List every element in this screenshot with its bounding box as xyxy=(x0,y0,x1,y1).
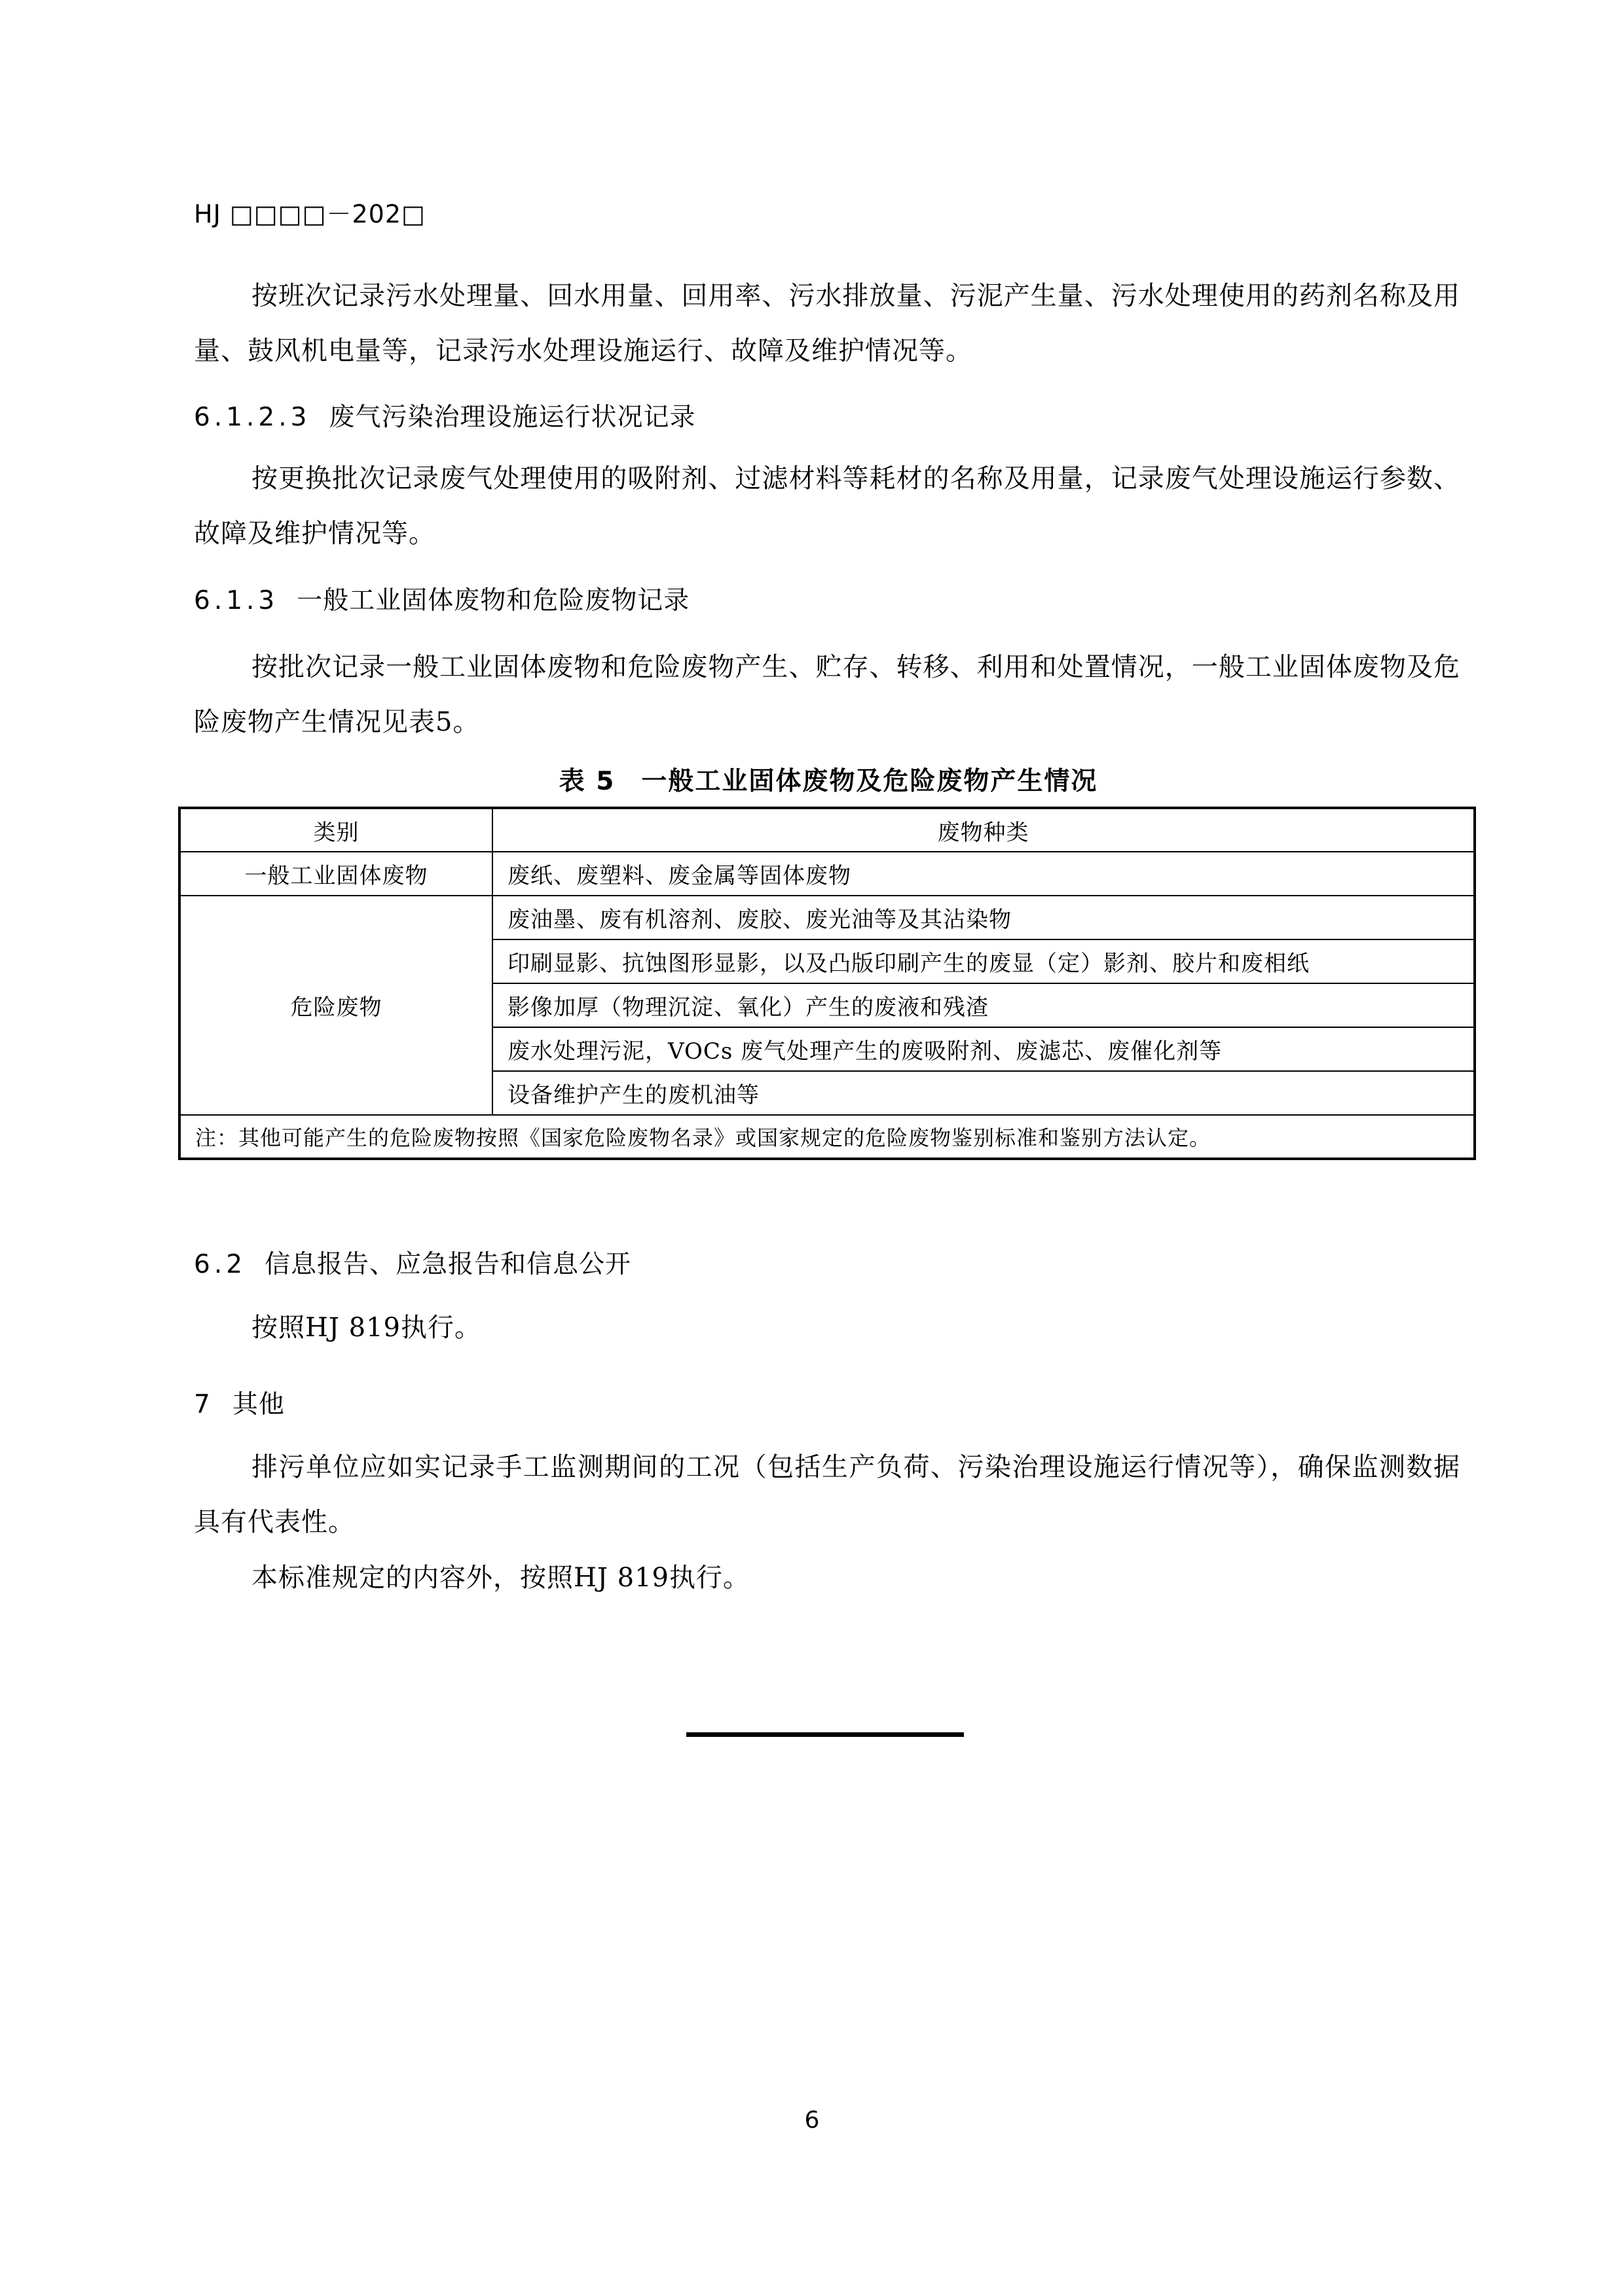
end-rule xyxy=(686,1732,964,1737)
section-6-2-body: 按照HJ 819执行。 xyxy=(251,1313,481,1343)
page-number: 6 xyxy=(804,2107,820,2134)
heading-title: 废气污染治理设施运行状况记录 xyxy=(329,403,696,432)
category-hazardous: 危险废物 xyxy=(179,896,492,1115)
section-7-body-2: 本标准规定的内容外，按照HJ 819执行。 xyxy=(251,1563,750,1593)
waste-type-cell: 废油墨、废有机溶剂、废胶、废光油等及其沾染物 xyxy=(492,896,1475,939)
table-caption-title: 一般工业固体废物及危险废物产生情况 xyxy=(641,767,1098,796)
heading-number: 7 xyxy=(194,1390,214,1419)
heading-6-2 xyxy=(194,1244,631,1281)
table-note-row xyxy=(179,1115,1475,1159)
waste-type-cell: 废纸、废塑料、废金属等固体废物 xyxy=(492,852,1475,896)
header-category: 类别 xyxy=(179,808,492,852)
heading-6-1-3 xyxy=(194,580,690,617)
table-caption-number: 表 5 xyxy=(559,767,616,796)
header-waste-types: 废物种类 xyxy=(492,808,1475,852)
heading-title: 信息报告、应急报告和信息公开 xyxy=(265,1250,632,1279)
exhaust-record-paragraph: 按更换批次记录废气处理使用的吸附剂、过滤材料等耗材的名称及用量，记录废气处理设施运行参数、故障及维护情况等。 xyxy=(194,464,1460,549)
waste-table xyxy=(178,807,1476,1160)
table-row xyxy=(179,896,1475,939)
table-row xyxy=(179,852,1475,896)
heading-number: 6.1.2.3 xyxy=(194,403,311,432)
heading-title: 其他 xyxy=(232,1390,285,1419)
heading-number: 6.2 xyxy=(194,1250,247,1279)
waste-type-cell: 印刷显影、抗蚀图形显影，以及凸版印刷产生的废显（定）影剂、胶片和废相纸 xyxy=(492,939,1475,983)
table-note: 注：其他可能产生的危险废物按照《国家危险废物名录》或国家规定的危险废物鉴别标准和鉴别方法认定。 xyxy=(179,1115,1475,1159)
sewage-record-paragraph: 按班次记录污水处理量、回水用量、回用率、污水排放量、污泥产生量、污水处理使用的药剂名称及用量、鼓风机电量等，记录污水处理设施运行、故障及维护情况等。 xyxy=(194,281,1460,366)
waste-type-cell: 设备维护产生的废机油等 xyxy=(492,1071,1475,1115)
waste-type-cell: 影像加厚（物理沉淀、氧化）产生的废液和残渣 xyxy=(492,983,1475,1027)
table-caption xyxy=(177,761,1480,797)
heading-6-1-2-3 xyxy=(194,397,695,433)
heading-number: 6.1.3 xyxy=(194,586,279,615)
solid-waste-record-paragraph: 按批次记录一般工业固体废物和危险废物产生、贮存、转移、利用和处置情况，一般工业固体废物及危险废物产生情况见表5。 xyxy=(194,652,1460,737)
waste-type-cell: 废水处理污泥，VOCs 废气处理产生的废吸附剂、废滤芯、废催化剂等 xyxy=(492,1027,1475,1071)
heading-7 xyxy=(194,1384,285,1421)
heading-title: 一般工业固体废物和危险废物记录 xyxy=(297,586,690,615)
table-header-row xyxy=(179,808,1475,852)
standard-code-header: HJ □□□□－202□ xyxy=(194,200,426,228)
category-general: 一般工业固体废物 xyxy=(179,852,492,896)
section-7-body-1: 排污单位应如实记录手工监测期间的工况（包括生产负荷、污染治理设施运行情况等），确保监测数据具有代表性。 xyxy=(194,1452,1460,1537)
